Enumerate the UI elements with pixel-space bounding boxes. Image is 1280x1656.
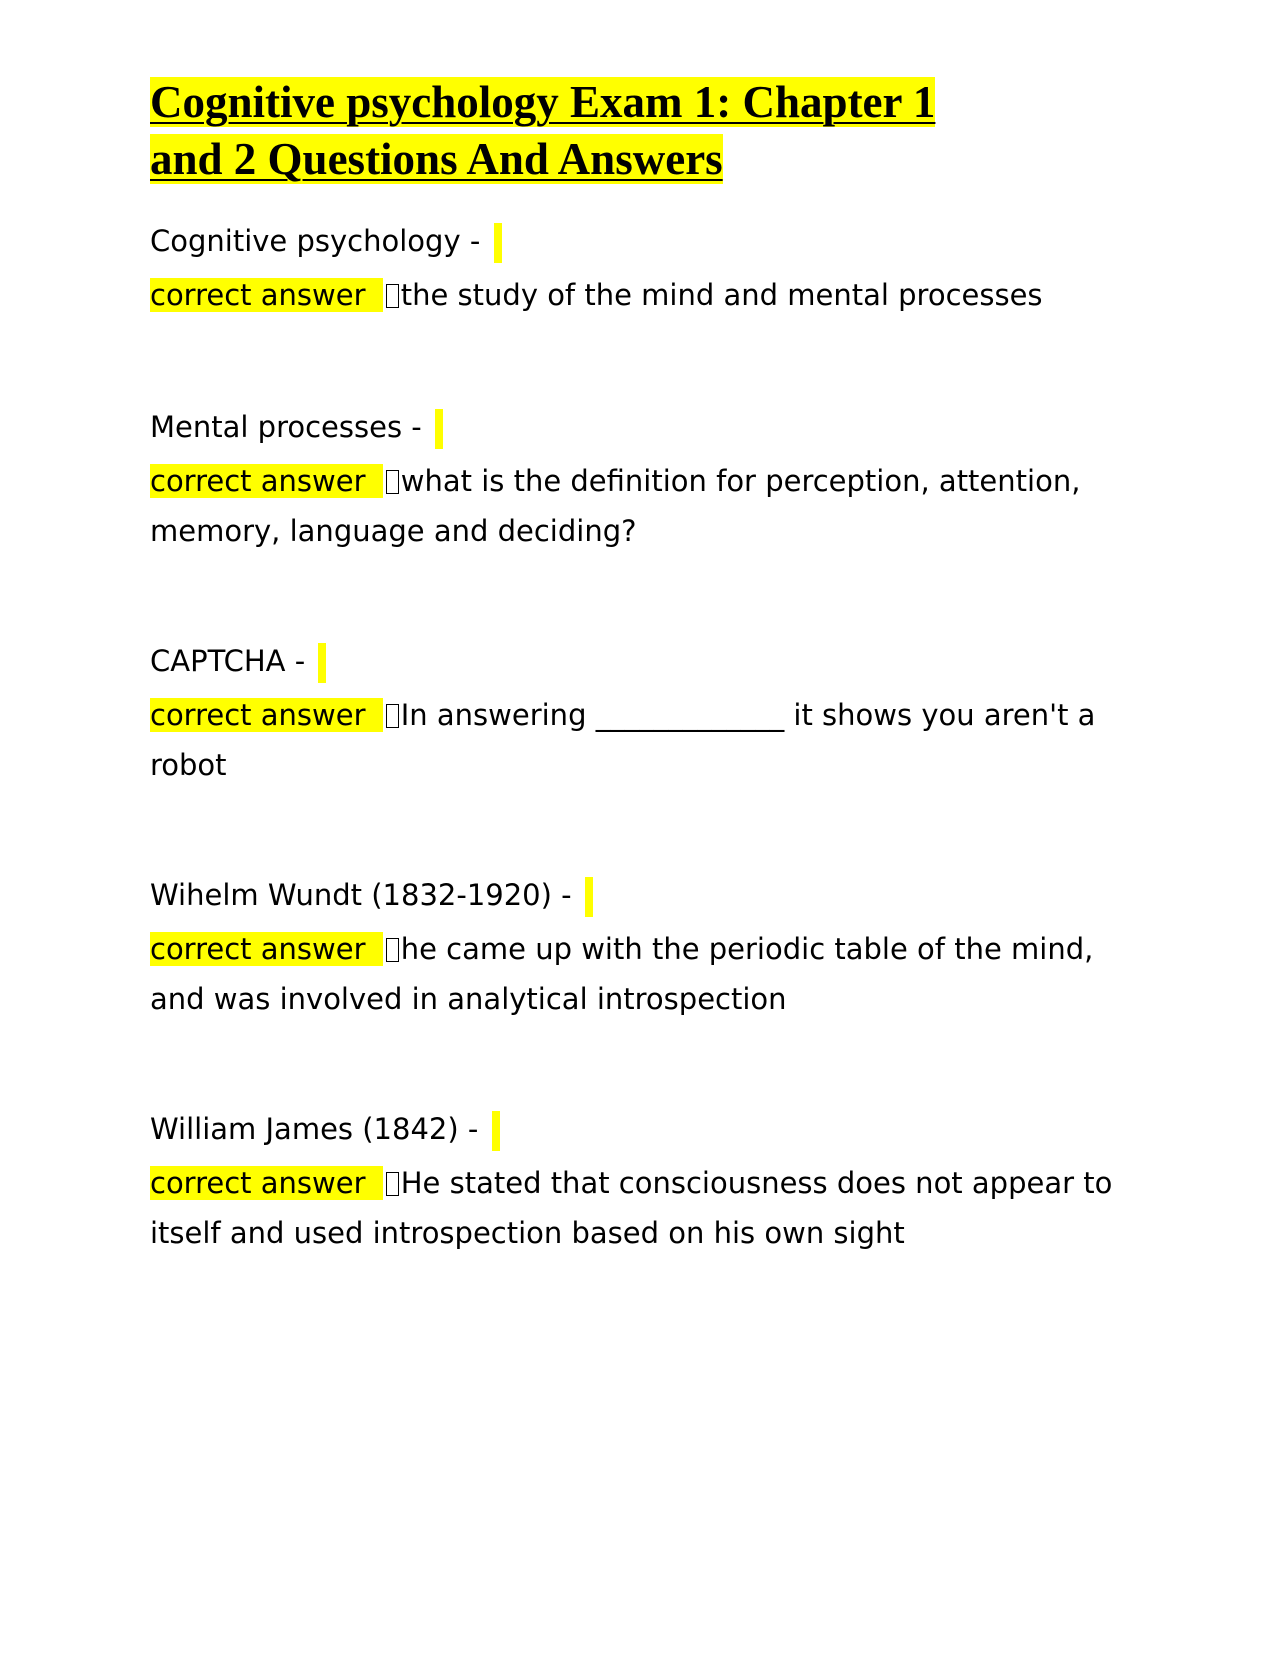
answer-label: correct answer <box>150 1166 383 1200</box>
qa-item <box>150 402 1120 556</box>
question-text: Mental processes - <box>150 410 422 444</box>
qa-item <box>150 1104 1120 1258</box>
answer-label: correct answer <box>150 464 383 498</box>
answer-line <box>150 924 1120 1024</box>
answer-line <box>150 1158 1120 1258</box>
answer-text: the study of the mind and mental processes <box>400 278 1043 312</box>
answer-line <box>150 690 1120 790</box>
answer-label: correct answer <box>150 278 383 312</box>
question-text: CAPTCHA - <box>150 644 306 678</box>
highlight-marker <box>585 877 593 917</box>
question-line <box>150 636 1120 686</box>
answer-text: He stated that consciousness does not appear to itself and used introspection based on his own sight <box>150 1166 1113 1250</box>
document-title <box>150 74 1080 188</box>
qa-item <box>150 636 1120 790</box>
missing-glyph-box-icon <box>386 938 399 962</box>
answer-text: In answering _____________ it shows you aren't a robot <box>150 698 1096 782</box>
question-text: Cognitive psychology - <box>150 224 481 258</box>
answer-label: correct answer <box>150 932 383 966</box>
question-text: Wihelm Wundt (1832-1920) - <box>150 878 572 912</box>
question-line <box>150 870 1120 920</box>
answer-line <box>150 456 1120 556</box>
question-line <box>150 402 1120 452</box>
highlight-marker <box>494 223 502 263</box>
title-line-1: Cognitive psychology Exam 1: Chapter 1 <box>150 77 936 127</box>
question-text: William James (1842) - <box>150 1112 479 1146</box>
answer-text: he came up with the periodic table of the mind, and was involved in analytical introspection <box>150 932 1094 1016</box>
missing-glyph-box-icon <box>386 284 399 308</box>
qa-item <box>150 870 1120 1024</box>
missing-glyph-box-icon <box>386 1172 399 1196</box>
answer-label: correct answer <box>150 698 383 732</box>
title-line-2: and 2 Questions And Answers <box>150 134 723 184</box>
qa-item <box>150 216 1120 320</box>
question-line <box>150 1104 1120 1154</box>
highlight-marker <box>318 643 326 683</box>
highlight-marker <box>492 1111 500 1151</box>
highlight-marker <box>435 409 443 449</box>
answer-line <box>150 270 1120 320</box>
answer-text: what is the definition for perception, attention, memory, language and deciding? <box>150 464 1081 548</box>
missing-glyph-box-icon <box>386 470 399 494</box>
question-line <box>150 216 1120 266</box>
missing-glyph-box-icon <box>386 704 399 728</box>
